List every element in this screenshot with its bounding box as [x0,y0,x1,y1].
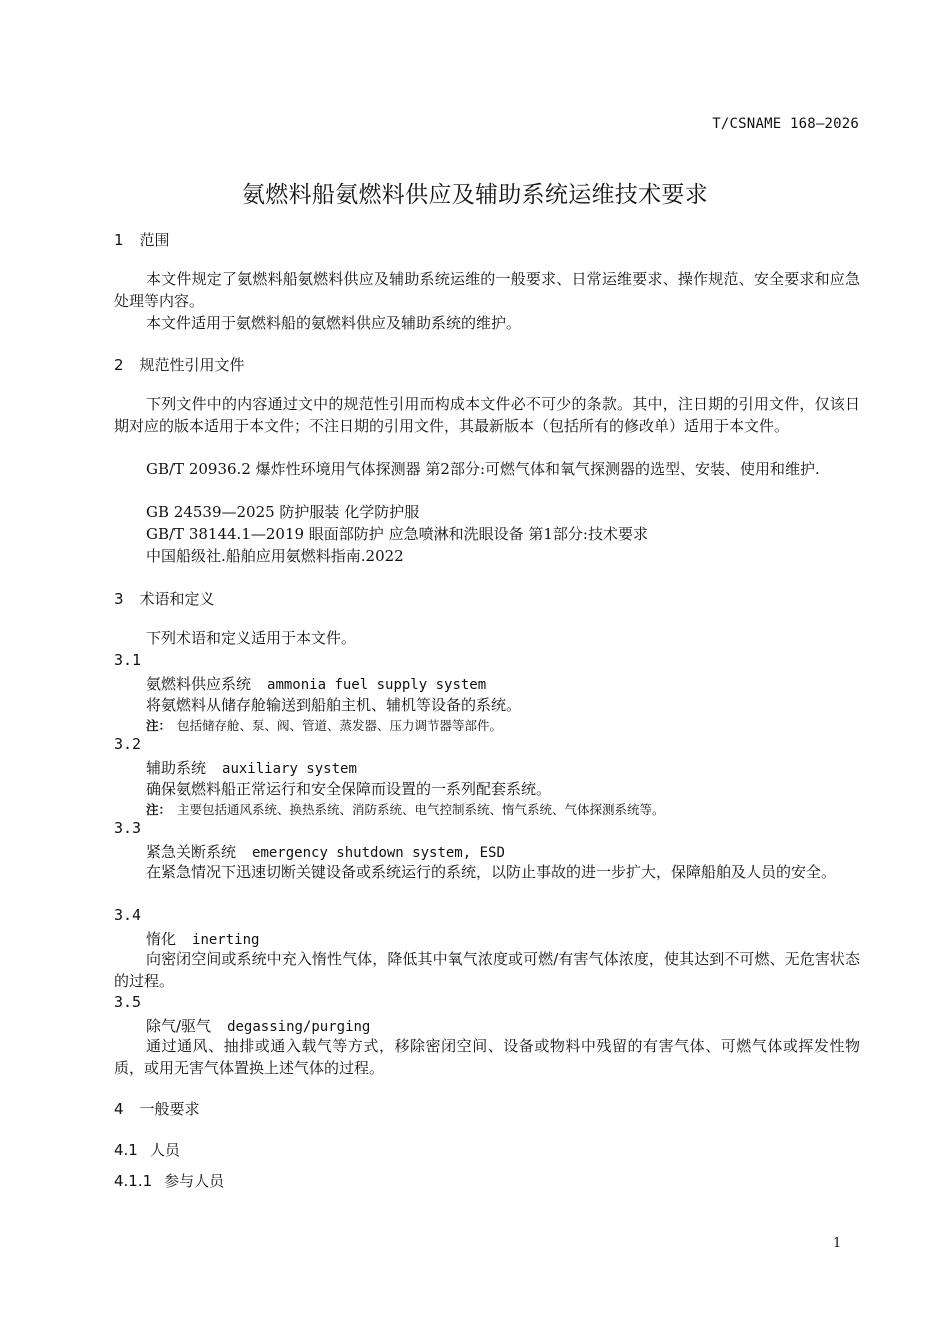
term-number: 3.5 [114,993,142,1011]
section-number: 3 [114,590,124,608]
subsection-title: 参与人员 [164,1172,225,1190]
reference-item: 中国船级社.船舶应用氨燃料指南.2022 [146,547,404,565]
term-number: 3.4 [114,906,142,924]
note-label: 注： [146,718,172,733]
term-definition: 向密闭空间或系统中充入惰性气体，降低其中氧气浓度或可燃/有害气体浓度，使其达到不可燃、无危害状态的过程。 [114,950,860,990]
term-entry [146,757,357,778]
term-entry [146,1015,370,1036]
term-note [146,716,502,734]
section-number: 1 [114,231,124,249]
section-heading-4 [114,1098,200,1119]
term-chinese: 除气/驱气 [146,1017,212,1035]
note-label: 注： [146,802,172,817]
section-heading-1 [114,229,170,250]
reference-item: GB/T 38144.1—2019 眼面部防护 应急喷淋和洗眼设备 第1部分:技术要求 [146,525,648,543]
paragraph-scope-2: 本文件适用于氨燃料船的氨燃料供应及辅助系统的维护。 [146,314,522,332]
term-number: 3.2 [114,735,142,753]
paragraph-scope-1: 本文件规定了氨燃料船氨燃料供应及辅助系统运维的一般要求、日常运维要求、操作规范、安全要求和应急处理等内容。 [114,270,860,310]
term-number: 3.3 [114,819,142,837]
term-note [146,800,665,818]
note-text: 包括储存舱、泵、阀、管道、蒸发器、压力调节器等部件。 [177,718,503,733]
term-english: inerting [192,932,260,948]
term-entry [146,841,505,862]
term-definition: 通过通风、抽排或通入载气等方式，移除密闭空间、设备或物料中残留的有害气体、可燃气体或挥发性物质，或用无害气体置换上述气体的过程。 [114,1037,860,1077]
term-entry [146,928,259,949]
section-heading-3 [114,588,215,609]
term-chinese: 氨燃料供应系统 [146,675,252,693]
subsection-heading-4-1-1 [114,1170,224,1191]
subsection-title: 人员 [149,1141,180,1159]
note-text: 主要包括通风系统、换热系统、消防系统、电气控制系统、惰气系统、气体探测系统等。 [177,802,665,817]
subsection-number: 4.1 [114,1141,138,1159]
term-english: degassing/purging [227,1019,371,1035]
document-code: T/CSNAME 168—2026 [712,116,859,132]
section-title: 范围 [139,231,170,249]
reference-item: GB/T 20936.2 爆炸性环境用气体探测器 第2部分:可燃气体和氧气探测器的选型、安装、使用和维护. [146,460,820,478]
section-number: 2 [114,356,124,374]
term-number: 3.1 [114,651,142,669]
term-english: ammonia fuel supply system [267,677,487,693]
term-chinese: 辅助系统 [146,759,207,777]
subsection-heading-4-1 [114,1139,180,1160]
term-definition: 将氨燃料从储存舱输送到船舶主机、辅机等设备的系统。 [146,696,522,714]
section-number: 4 [114,1100,124,1118]
term-chinese: 紧急关断系统 [146,843,237,861]
subsection-number: 4.1.1 [114,1172,153,1190]
reference-item: GB 24539—2025 防护服装 化学防护服 [146,503,420,521]
term-definition: 确保氨燃料船正常运行和安全保障而设置的一系列配套系统。 [146,780,552,798]
term-entry [146,673,486,694]
term-english: emergency shutdown system, ESD [252,845,505,861]
term-definition: 在紧急情况下迅速切断关键设备或系统运行的系统，以防止事故的进一步扩大，保障船舶及人员的安全。 [146,863,837,881]
paragraph-references-intro: 下列文件中的内容通过文中的规范性引用而构成本文件必不可少的条款。其中，注日期的引用文件，仅该日期对应的版本适用于本文件；不注日期的引用文件，其最新版本（包括所有的修改单）适用于本文件。 [114,395,860,435]
section-title: 一般要求 [139,1100,200,1118]
term-english: auxiliary system [222,761,357,777]
document-title: 氨燃料船氨燃料供应及辅助系统运维技术要求 [242,182,708,208]
section-title: 规范性引用文件 [139,356,245,374]
paragraph-terms-intro: 下列术语和定义适用于本文件。 [146,629,357,647]
page-number: 1 [833,1236,842,1251]
section-heading-2 [114,354,245,375]
term-chinese: 惰化 [146,930,177,948]
section-title: 术语和定义 [139,590,215,608]
